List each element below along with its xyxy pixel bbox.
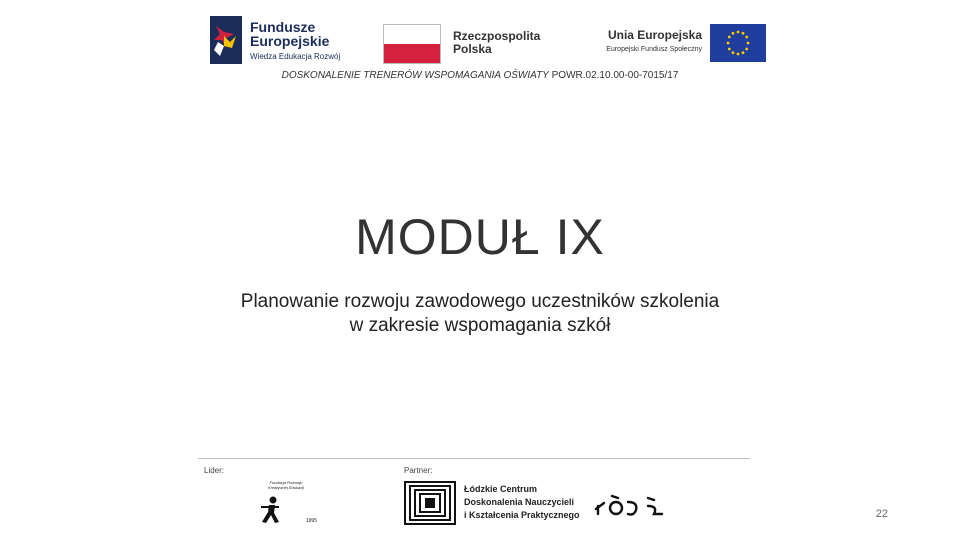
slide-subtitle [0,290,960,338]
fe-star-icon [210,16,242,64]
lider-label: Lider: [204,466,225,475]
partner-label: Partner: [404,466,433,475]
lodz-city-logo [592,484,676,524]
ldz-logo-text: Łódzkie Centrum Doskonalenia Nauczycieli i Kształcenia Praktycznego [464,484,580,520]
walking-figure-icon [259,496,283,524]
lider-logo [255,480,317,526]
slide-title: MODUŁ IX [355,209,605,265]
ue-logo-subtitle: Europejski Fundusz Społeczny [606,46,702,53]
lider-logo-year: 1995 [305,518,317,524]
lider-logo-text: Fundacja Rozwoju Kreatywnej Edukacji [267,480,305,490]
polish-flag-icon [383,24,441,64]
project-name: DOSKONALENIE TRENERÓW WSPOMAGANIA OŚWIATY [281,70,549,81]
fe-logo-title: Fundusze Europejskie [250,19,330,49]
fe-logo-subtitle: Wiedza Edukacja Rozwój [250,52,341,61]
subtitle-line-2: w zakresie wspomagania szkół [349,315,611,336]
fundusze-europejskie-logo [210,16,350,64]
subtitle-line-1: Planowanie rozwoju zawodowego uczestników szkolenia [240,291,720,312]
rzeczpospolita-polska-logo [383,24,553,64]
ldz-cdnikp-logo [404,481,580,525]
rp-logo-text: Rzeczpospolita Polska [453,29,541,56]
unia-europejska-logo [580,24,770,64]
concentric-squares-icon [404,481,456,525]
ue-logo-title: Unia Europejska [607,28,702,42]
project-code: POWR.02.10.00-00-7015/17 [551,70,679,81]
page-number: 22 [875,508,888,520]
eu-flag-icon [710,24,766,62]
project-line [0,70,960,81]
footer-divider [198,458,750,459]
